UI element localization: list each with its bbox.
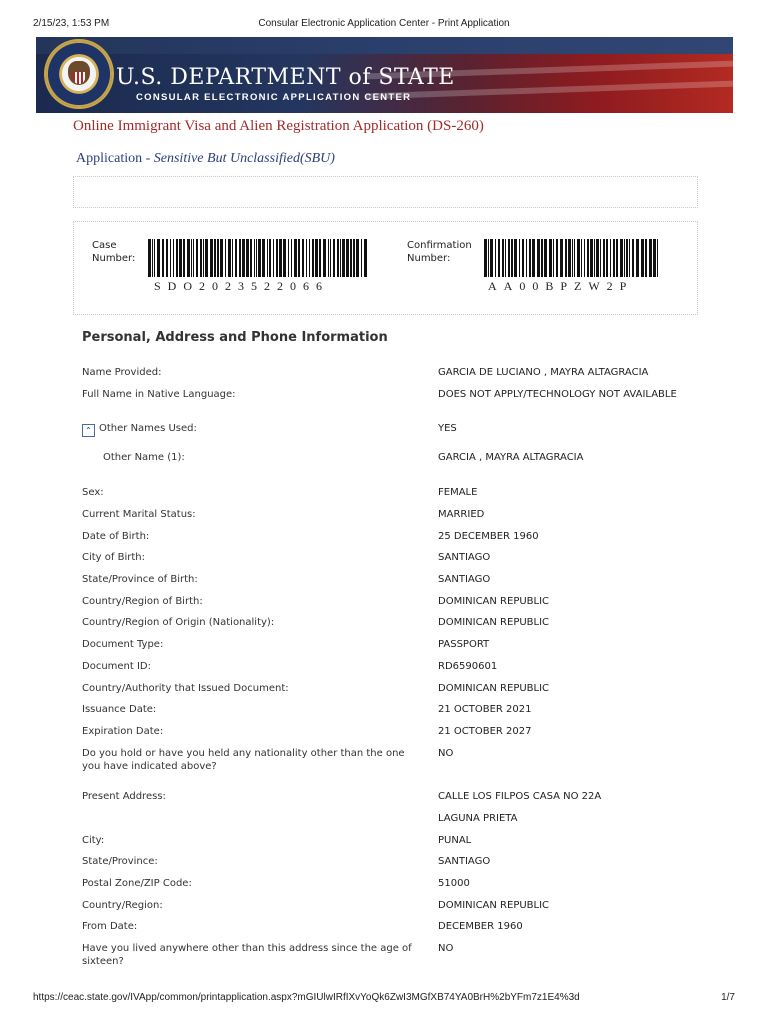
barcode-bar [626,239,628,277]
barcode-bar [183,239,185,277]
barcode-bar [179,239,182,277]
barcode-bar [157,239,160,277]
barcode-bar [568,239,571,277]
barcode-bar [537,239,540,277]
barcode-bar [256,239,257,277]
barcode-bar [574,239,575,277]
row-value: DOES NOT APPLY/TECHNOLOGY NOT AVAILABLE [438,389,677,400]
barcode-bar [193,239,194,277]
barcode-bar [302,239,304,277]
row-value: 25 DECEMBER 1960 [438,531,539,542]
barcode-bar [641,239,644,277]
barcode-bar [191,239,192,277]
row-label: Full Name in Native Language: [82,389,236,400]
row-label: Country/Authority that Issued Document: [82,683,289,694]
print-header [33,18,735,32]
barcode-bar [173,239,174,277]
barcode-bar [283,239,286,277]
application-prefix: Application - [76,151,154,166]
barcode-bar [590,239,593,277]
confirmation-number-value: AA00BPZW2P [488,279,634,293]
barcode-bar [508,239,510,277]
row-value: 21 OCTOBER 2027 [438,726,532,737]
section-title: Personal, Address and Phone Information [82,330,388,345]
barcode-bar [361,239,362,277]
row-value: SANTIAGO [438,856,491,867]
barcode-bar [250,239,252,277]
confirmation-number-barcode [484,239,660,277]
barcode-bar [298,239,300,277]
barcode-bar [364,239,367,277]
barcode-bar [594,239,595,277]
barcode-bar [232,239,233,277]
conf-label-line2: Number: [407,253,451,264]
row-label: Current Marital Status: [82,509,196,520]
barcode-bar [148,239,151,277]
row-value: DOMINICAN REPUBLIC [438,617,550,628]
row-value: SANTIAGO [438,574,491,585]
barcode-bar [610,239,611,277]
barcode-bar [620,239,623,277]
barcode-bar [217,239,219,277]
row-value: FEMALE [438,487,478,498]
row-label: Date of Birth: [82,531,150,542]
barcode-bar [242,239,245,277]
barcode-bar [653,239,656,277]
banner-subtitle: CONSULAR ELECTRONIC APPLICATION CENTER [136,92,412,103]
row-label: State/Province of Birth: [82,574,198,585]
barcode-bar [342,239,345,277]
row-value: NO [438,748,454,759]
case-number-value: SDO2023522066 [154,279,330,293]
barcode-bar [269,239,271,277]
page-number: 1/7 [721,992,735,1003]
barcode-bar [333,239,335,277]
barcode-bar [323,239,326,277]
department-name: U.S. DEPARTMENT of STATE [116,65,455,90]
barcode-bar [556,239,558,277]
row-label: City of Birth: [82,552,145,563]
barcode-bar [565,239,567,277]
row-value: PASSPORT [438,639,490,650]
row-label: Document Type: [82,639,164,650]
department-banner [36,37,733,113]
row-value: DECEMBER 1960 [438,921,523,932]
barcode-bar [581,239,582,277]
barcode-bar [196,239,198,277]
barcode-bar [220,239,223,277]
row-value: GARCIA DE LUCIANO , MAYRA ALTAGRACIA [438,367,649,378]
barcode-bar [291,239,292,277]
row-label: Other Name (1): [103,452,185,463]
barcode-bar [584,239,585,277]
barcode-bar [649,239,652,277]
barcode-bar [490,239,493,277]
row-label: Document ID: [82,661,152,672]
row-label: Country/Region of Birth: [82,596,203,607]
barcode-bar [162,239,164,277]
barcode-bar [214,239,216,277]
row-value: MARRIED [438,509,485,520]
sbu-label: Sensitive But Unclassified(SBU) [153,151,335,166]
barcode-bar [258,239,261,277]
case-label-line1: Case [92,240,117,251]
barcode-bar [606,239,608,277]
barcode-bar [200,239,202,277]
state-department-seal-icon [46,41,112,107]
barcode-bar [541,239,543,277]
row-value: PUNAL [438,835,472,846]
row-value: YES [438,423,457,434]
row-value: RD6590601 [438,661,498,672]
barcode-bar [645,239,647,277]
row-label: Other Names Used: [99,423,197,434]
barcode-bar [337,239,339,277]
barcode-bar [353,239,355,277]
row-label-with-toggle [82,422,422,437]
barcode-bar [166,239,168,277]
barcode-bar [205,239,208,277]
barcode-bar [262,239,265,277]
barcode-bar [495,239,496,277]
row-label: Do you hold or have you held any nationality other than the one you have indicated above? [82,748,405,772]
barcode-bar [624,239,625,277]
barcode-bar [306,239,307,277]
barcode-bar [309,239,310,277]
barcode-bar [616,239,618,277]
barcode-bar [315,239,318,277]
barcode-bar [613,239,615,277]
barcode-bar [572,239,573,277]
barcode-bar [276,239,278,277]
barcode-bar [484,239,487,277]
barcode-bar [340,239,341,277]
barcode-bar [511,239,513,277]
barcode-bar [319,239,321,277]
barcode-bar [596,239,599,277]
barcode-bar [603,239,605,277]
banner-top-strip [36,37,733,54]
confirmation-number-label [407,239,472,265]
barcode-bar [312,239,314,277]
barcode-bar [346,239,349,277]
row-value: NO [438,943,454,954]
barcode-bar [522,239,524,277]
barcode-bar [502,239,504,277]
barcode-bar [330,239,331,277]
barcode-bar [350,239,352,277]
barcode-bar [505,239,506,277]
barcode-bar [279,239,282,277]
barcode-bar [294,239,297,277]
row-value: 21 OCTOBER 2021 [438,704,532,715]
print-page-title: Consular Electronic Application Center - Print Application [258,18,510,29]
row-value: GARCIA , MAYRA ALTAGRACIA [438,452,584,463]
barcode-bar [273,239,274,277]
barcode-bar [328,239,329,277]
row-value: 51000 [438,878,470,889]
barcode-bar [529,239,531,277]
row-label: City: [82,835,105,846]
barcode-bar [154,239,155,277]
barcode-bar [549,239,552,277]
barcode-bar [657,239,658,277]
barcode-bar [498,239,500,277]
collapse-toggle-icon[interactable]: ⌃ [82,424,95,437]
row-label: Have you lived anywhere other than this address since the age of sixteen? [82,943,412,967]
row-label: Sex: [82,487,104,498]
barcode-bar [553,239,554,277]
barcode-bar [488,239,489,277]
print-date: 2/15/23, 1:53 PM [33,18,110,29]
barcode-bar [170,239,171,277]
row-value: SANTIAGO [438,552,491,563]
row-value: LAGUNA PRIETA [438,813,518,824]
barcode-bar [267,239,268,277]
barcode-bar [600,239,601,277]
print-footer [33,992,735,1006]
barcode-bar [254,239,255,277]
row-label: Postal Zone/ZIP Code: [82,878,192,889]
case-codes-box [73,221,698,315]
barcode-bar [356,239,359,277]
page-url: https://ceac.state.gov/IVApp/common/printapplication.aspx?mGIUlwIRfIXvYoQk6ZwI3MGfXB74YA0BrH%2bYFm7z1E4%3d [33,992,580,1003]
barcode-bar [228,239,231,277]
row-label: State/Province: [82,856,158,867]
barcode-bar [587,239,589,277]
case-number-label [92,239,135,265]
barcode-bar [288,239,289,277]
barcode-bar [152,239,153,277]
row-label: Expiration Date: [82,726,164,737]
barcode-bar [187,239,190,277]
case-number-barcode [148,239,368,277]
barcode-bar [235,239,237,277]
barcode-bar [514,239,517,277]
row-label: Country/Region of Origin (Nationality): [82,617,275,628]
row-label: Present Address: [82,791,166,802]
application-classification [76,151,335,167]
barcode-bar [532,239,535,277]
case-label-line2: Number: [92,253,136,264]
barcode-bar [210,239,213,277]
barcode-bar [632,239,634,277]
row-value: CALLE LOS FILPOS CASA NO 22A [438,791,602,802]
form-title: Online Immigrant Visa and Alien Registration Application (DS-260) [73,118,484,134]
row-value: DOMINICAN REPUBLIC [438,596,550,607]
barcode-bar [526,239,527,277]
empty-info-box [73,176,698,208]
barcode-bar [519,239,520,277]
barcode-bar [636,239,639,277]
barcode-bar [176,239,178,277]
row-label: Country/Region: [82,900,163,911]
row-label: Issuance Date: [82,704,157,715]
row-value: DOMINICAN REPUBLIC [438,900,550,911]
barcode-bar [629,239,630,277]
barcode-bar [577,239,580,277]
row-label: From Date: [82,921,138,932]
barcode-bar [246,239,249,277]
row-value: DOMINICAN REPUBLIC [438,683,550,694]
barcode-bar [239,239,241,277]
barcode-bar [544,239,547,277]
barcode-bar [203,239,204,277]
barcode-bar [560,239,563,277]
row-label: Name Provided: [82,367,162,378]
barcode-bar [225,239,226,277]
shield-icon [73,72,85,84]
conf-label-line1: Confirmation [407,240,472,251]
